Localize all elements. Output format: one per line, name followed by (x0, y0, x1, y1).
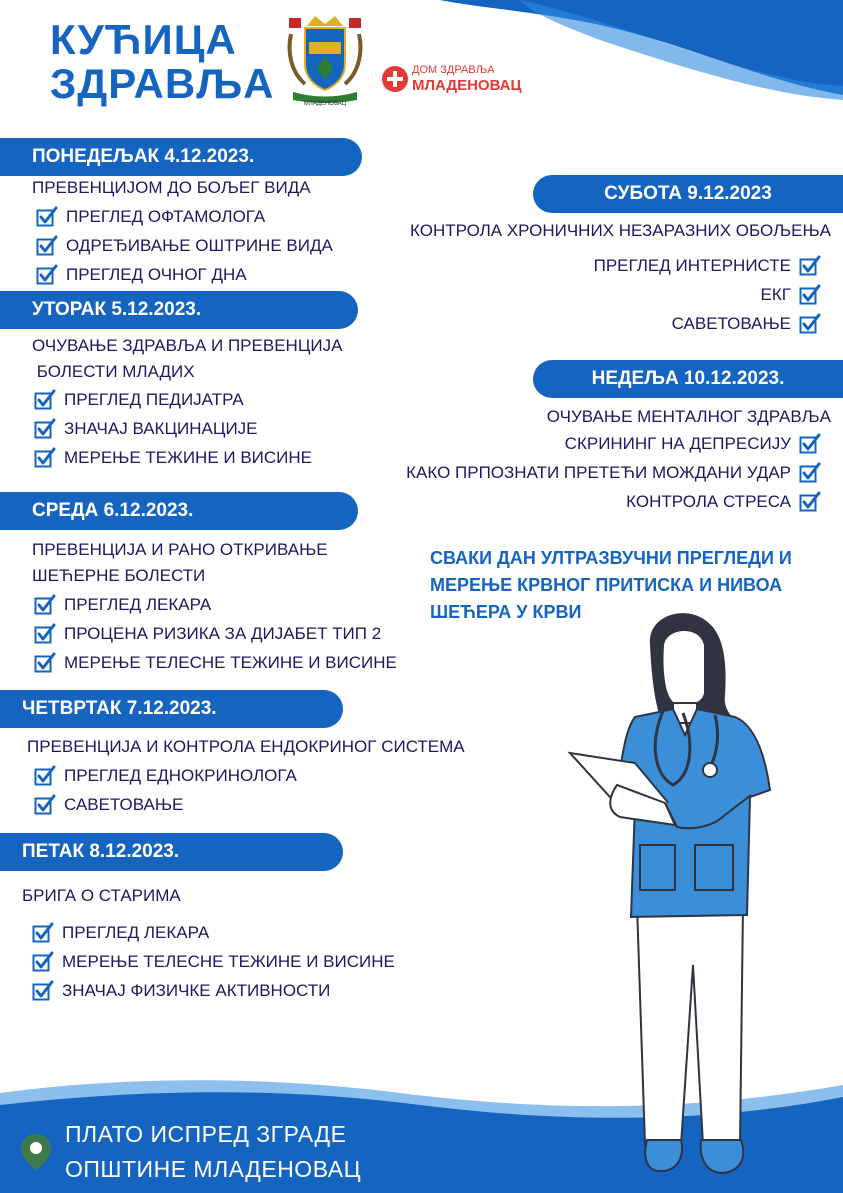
day-header-monday: ПОНЕДЕЉАК 4.12.2023. (0, 138, 362, 176)
list-item-label: ПРЕГЛЕД ЛЕКАРА (64, 595, 212, 614)
checkmark-icon (799, 313, 821, 335)
list-item (594, 251, 821, 280)
items-saturday (594, 251, 821, 338)
checkmark-icon (32, 980, 54, 1002)
list-item (594, 309, 821, 338)
items-wednesday (34, 590, 397, 677)
list-item-label: ЕКГ (760, 285, 791, 304)
checkmark-icon (34, 447, 56, 469)
list-item-label: ПРЕГЛЕД ПЕДИЈАТРА (64, 390, 244, 409)
list-item-label: ОДРЕЂИВАЊЕ ОШТРИНЕ ВИДА (66, 236, 333, 255)
checkmark-icon (32, 951, 54, 973)
page-title (50, 18, 275, 106)
list-item-label: ПРЕГЛЕД ЛЕКАРА (62, 923, 210, 942)
location-line-2: ОПШТИНЕ МЛАДЕНОВАЦ (65, 1156, 362, 1182)
list-item-label: КАКО ПРПОЗНАТИ ПРЕТЕЋИ МОЖДАНИ УДАР (406, 463, 791, 482)
crest-caption: МЛАДЕНОВАЦ (303, 101, 347, 106)
topic-friday: БРИГА О СТАРИМА (22, 886, 181, 905)
items-sunday (406, 429, 821, 516)
location-pin-icon (20, 1133, 52, 1171)
topic-monday: ПРЕВЕНЦИЈОМ ДО БОЉЕГ ВИДА (32, 178, 311, 197)
list-item-label: САВЕТОВАЊЕ (64, 795, 184, 814)
list-item-label: ПРОЦЕНА РИЗИКА ЗА ДИЈАБЕТ ТИП 2 (64, 624, 382, 643)
day-header-thursday: ЧЕТВРТАК 7.12.2023. (0, 690, 343, 728)
list-item (34, 790, 297, 819)
list-item-label: МЕРЕЊЕ ТЕЛЕСНЕ ТЕЖИНЕ И ВИСИНЕ (64, 653, 397, 672)
list-item (32, 918, 395, 947)
list-item-label: МЕРЕЊЕ ТЕЖИНЕ И ВИСИНЕ (64, 448, 313, 467)
list-item (36, 231, 333, 260)
items-monday (36, 202, 333, 289)
list-item (406, 487, 821, 516)
event-location (65, 1117, 361, 1187)
note-line-2: МЕРЕЊЕ КРВНОГ ПРИТИСКА И НИВОА (430, 575, 783, 595)
health-center-logo-line-2: МЛАДЕНОВАЦ (412, 77, 522, 94)
checkmark-icon (32, 922, 54, 944)
topic-tuesday-line-2: БОЛЕСТИ МЛАДИХ (32, 362, 195, 381)
topic-wednesday (32, 537, 328, 589)
title-line-1: КУЋИЦА (50, 16, 237, 63)
list-item-label: СКРИНИНГ НА ДЕПРЕСИЈУ (564, 434, 791, 453)
list-item (594, 280, 821, 309)
items-friday (32, 918, 395, 1005)
topic-saturday: КОНТРОЛА ХРОНИЧНИХ НЕЗАРАЗНИХ ОБОЉЕЊА (410, 221, 831, 240)
checkmark-icon (799, 433, 821, 455)
items-tuesday (34, 385, 312, 472)
medical-cross-icon (382, 66, 408, 92)
items-thursday (34, 761, 297, 819)
list-item (34, 619, 397, 648)
list-item (34, 414, 312, 443)
topic-wednesday-line-1: ПРЕВЕНЦИЈА И РАНО ОТКРИВАЊЕ (32, 540, 328, 559)
checkmark-icon (34, 418, 56, 440)
list-item (34, 761, 297, 790)
topic-tuesday (32, 333, 342, 385)
topic-wednesday-line-2: ШЕЋЕРНЕ БОЛЕСТИ (32, 566, 206, 585)
day-header-wednesday: СРЕДА 6.12.2023. (0, 492, 358, 530)
day-header-sunday: НЕДЕЉА 10.12.2023. (533, 360, 843, 398)
list-item (34, 590, 397, 619)
day-header-friday: ПЕТАК 8.12.2023. (0, 833, 343, 871)
day-header-tuesday: УТОРАК 5.12.2023. (0, 291, 358, 329)
list-item (36, 260, 333, 289)
list-item-label: ЗНАЧАЈ ВАКЦИНАЦИЈЕ (64, 419, 258, 438)
health-center-logo-line-1: ДОМ ЗДРАВЉА (412, 64, 495, 76)
health-center-logo (382, 64, 522, 98)
day-header-saturday: СУБОТА 9.12.2023 (533, 175, 843, 213)
checkmark-icon (36, 206, 58, 228)
checkmark-icon (799, 462, 821, 484)
list-item (34, 648, 397, 677)
checkmark-icon (36, 235, 58, 257)
note-line-3: ШЕЋЕРА У КРВИ (430, 602, 582, 622)
checkmark-icon (799, 284, 821, 306)
topic-sunday: ОЧУВАЊЕ МЕНТАЛНОГ ЗДРАВЉА (546, 407, 831, 426)
list-item (34, 385, 312, 414)
title-line-2: ЗДРАВЉА (50, 60, 275, 107)
list-item-label: ПРЕГЛЕД ИНТЕРНИСТЕ (593, 256, 791, 275)
list-item (34, 443, 312, 472)
list-item-label: ПРЕГЛЕД ЕДНОКРИНОЛОГА (64, 766, 297, 785)
checkmark-icon (36, 264, 58, 286)
list-item-label: ПРЕГЛЕД ОФТАМОЛОГА (66, 207, 266, 226)
nurse-illustration (565, 605, 810, 1185)
checkmark-icon (34, 652, 56, 674)
checkmark-icon (34, 623, 56, 645)
checkmark-icon (799, 491, 821, 513)
municipality-crest-logo (285, 12, 365, 106)
list-item (406, 458, 821, 487)
checkmark-icon (34, 794, 56, 816)
list-item (36, 202, 333, 231)
checkmark-icon (34, 389, 56, 411)
list-item-label: КОНТРОЛА СТРЕСА (626, 492, 791, 511)
note-line-1: СВАКИ ДАН УЛТРАЗВУЧНИ ПРЕГЛЕДИ И (430, 548, 792, 568)
list-item-label: САВЕТОВАЊЕ (671, 314, 791, 333)
checkmark-icon (799, 255, 821, 277)
checkmark-icon (34, 594, 56, 616)
list-item (406, 429, 821, 458)
location-line-1: ПЛАТО ИСПРЕД ЗГРАДЕ (65, 1121, 347, 1147)
list-item-label: ПРЕГЛЕД ОЧНОГ ДНА (66, 265, 247, 284)
list-item (32, 947, 395, 976)
topic-tuesday-line-1: ОЧУВАЊЕ ЗДРАВЉА И ПРЕВЕНЦИЈА (32, 336, 343, 355)
list-item (32, 976, 395, 1005)
list-item-label: ЗНАЧАЈ ФИЗИЧКЕ АКТИВНОСТИ (62, 981, 331, 1000)
list-item-label: МЕРЕЊЕ ТЕЛЕСНЕ ТЕЖИНЕ И ВИСИНЕ (62, 952, 395, 971)
checkmark-icon (34, 765, 56, 787)
topic-thursday: ПРЕВЕНЦИЈА И КОНТРОЛА ЕНДОКРИНОГ СИСТЕМА (27, 737, 465, 756)
